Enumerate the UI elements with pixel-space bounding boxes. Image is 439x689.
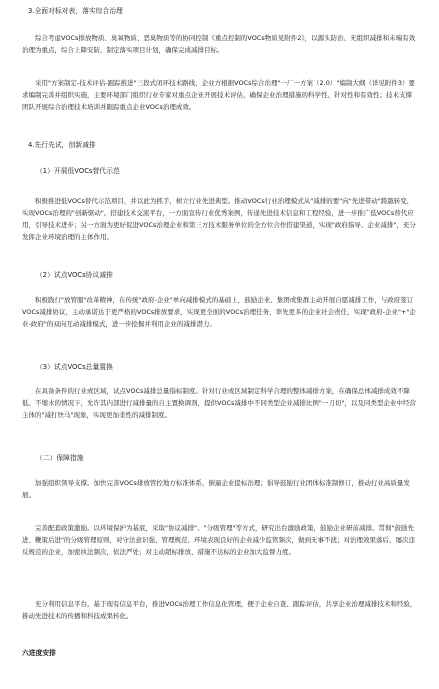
section-4-heading: 4.先行先试，创新减排: [28, 141, 96, 149]
subsection-2-heading: （2）试点VOCs协议减排: [36, 271, 113, 279]
section-6-heading: 六进度安排: [22, 649, 56, 657]
paragraph-6: 加强组织领导支撑。加快完善VOCs排放管控地方标准体系，倒逼企业提标治理；倡导鼓励行业团体标准制修订，推动行业高质量发展。: [22, 479, 410, 499]
guarantee-heading: （二）保障措施: [36, 454, 84, 462]
paragraph-2: 采用"方案制定-技术评估-跟踪推进"三段式闭环技术路线，企业方根据VOCs综合治理"一厂一方案（2.0）"编制大纲（详见附件3）要求编制完善并组织实施，主要环境部门组织行业专家对重点企业开展技术评估，确保企业治理措施的科学性、针对性和有效性；技术支撑团队开展综合治理技术培训并跟踪重点企业VOCs治理成效。: [22, 79, 415, 111]
paragraph-5: 在具备条件的行业或区域，试点VOCs减排总量指标制度。针对行业或区域制定科学合理的整体减排方案，在确保总体减排成效不降低、不缩水的情况下，允许其内部进行减排量的自主置换调剂，提供VOCs减排中不同类型企业减排比例"一刀切"，以及同类型企业中经营主体的"减打快马"现象，实现更加柔性的减排制度。: [22, 387, 416, 419]
subsection-3-heading: （3）试点VOCs总量置换: [36, 363, 113, 371]
paragraph-8: 充分利用信息平台。基于现有信息平台，推进VOCs治理工作信息化管理，便于企业自查、跟踪评估，共享企业治理减排技术和经验，推动先进技术的传播和科技成果转化。: [22, 600, 417, 620]
paragraph-7: 完善配套政策激励。以环境保护为基底，采取"协议减排"、"分级管理"等方式，研究出台激励政策，鼓励企业研前减排。贯彻"鼓励先进、鞭策后进"的分级管理原则，对守法意识强、管理规范、环境表现良好的企业减少监管频次，做到无事不扰；对治理效果落后、屡次违反规范的企业，加密执法频次，依法严处；对主动超标排放、措施不达标的企业加大监督力度。: [22, 524, 415, 556]
paragraph-3: 积极推进低VOCs替代示范项目，并以此为抓手，树立行业先进典型。推动VOCs行业治理模式从"减排的要"向"先进带动"跨越转变，实现VOCs治理的"创新驱动"。搭建技术交流平台，一方面宣传行业优秀案例，传递先进技术信息和工程经验，进一步推广低VOCs替代应用，引导技术进步；另一方面为更好促进VOCs治理企业和第三方技术服务单位的全方位合作搭建渠道，实现"政府指导、企业减排"，充分发挥企业环境治理的主体作用。: [22, 197, 416, 241]
section-3-heading: 3.全面对标对表，落实综合治理: [28, 7, 123, 15]
paragraph-1: 综合考虑VOCs排放物质、臭氧物质、恶臭物质等的协同控制《重点控制的VOCs物质见附件2》，以源头防治、无组织减排和末端有效治理为重点，综合上降安防，制定落实项目计划，确保完成减排目标。: [22, 34, 416, 54]
subsection-1-heading: （1）开展低VOCs替代示范: [36, 167, 120, 175]
paragraph-4: 积极践行"放管服"改革精神，在传统"政府-企业"单向减排模式的基础上，鼓励企业、集团或集群主动开展自愿减排工作，与政府签订VOCs减排协议，主动承诺达于更严格的VOCs排放要求，实现更全面的VOCs治理任务，率先更多的企业社会责任，实现"政府-企业"+"企业-政府"的双向互动减排模式，进一步挖掘并利用企业的减排潜力。: [22, 296, 416, 328]
